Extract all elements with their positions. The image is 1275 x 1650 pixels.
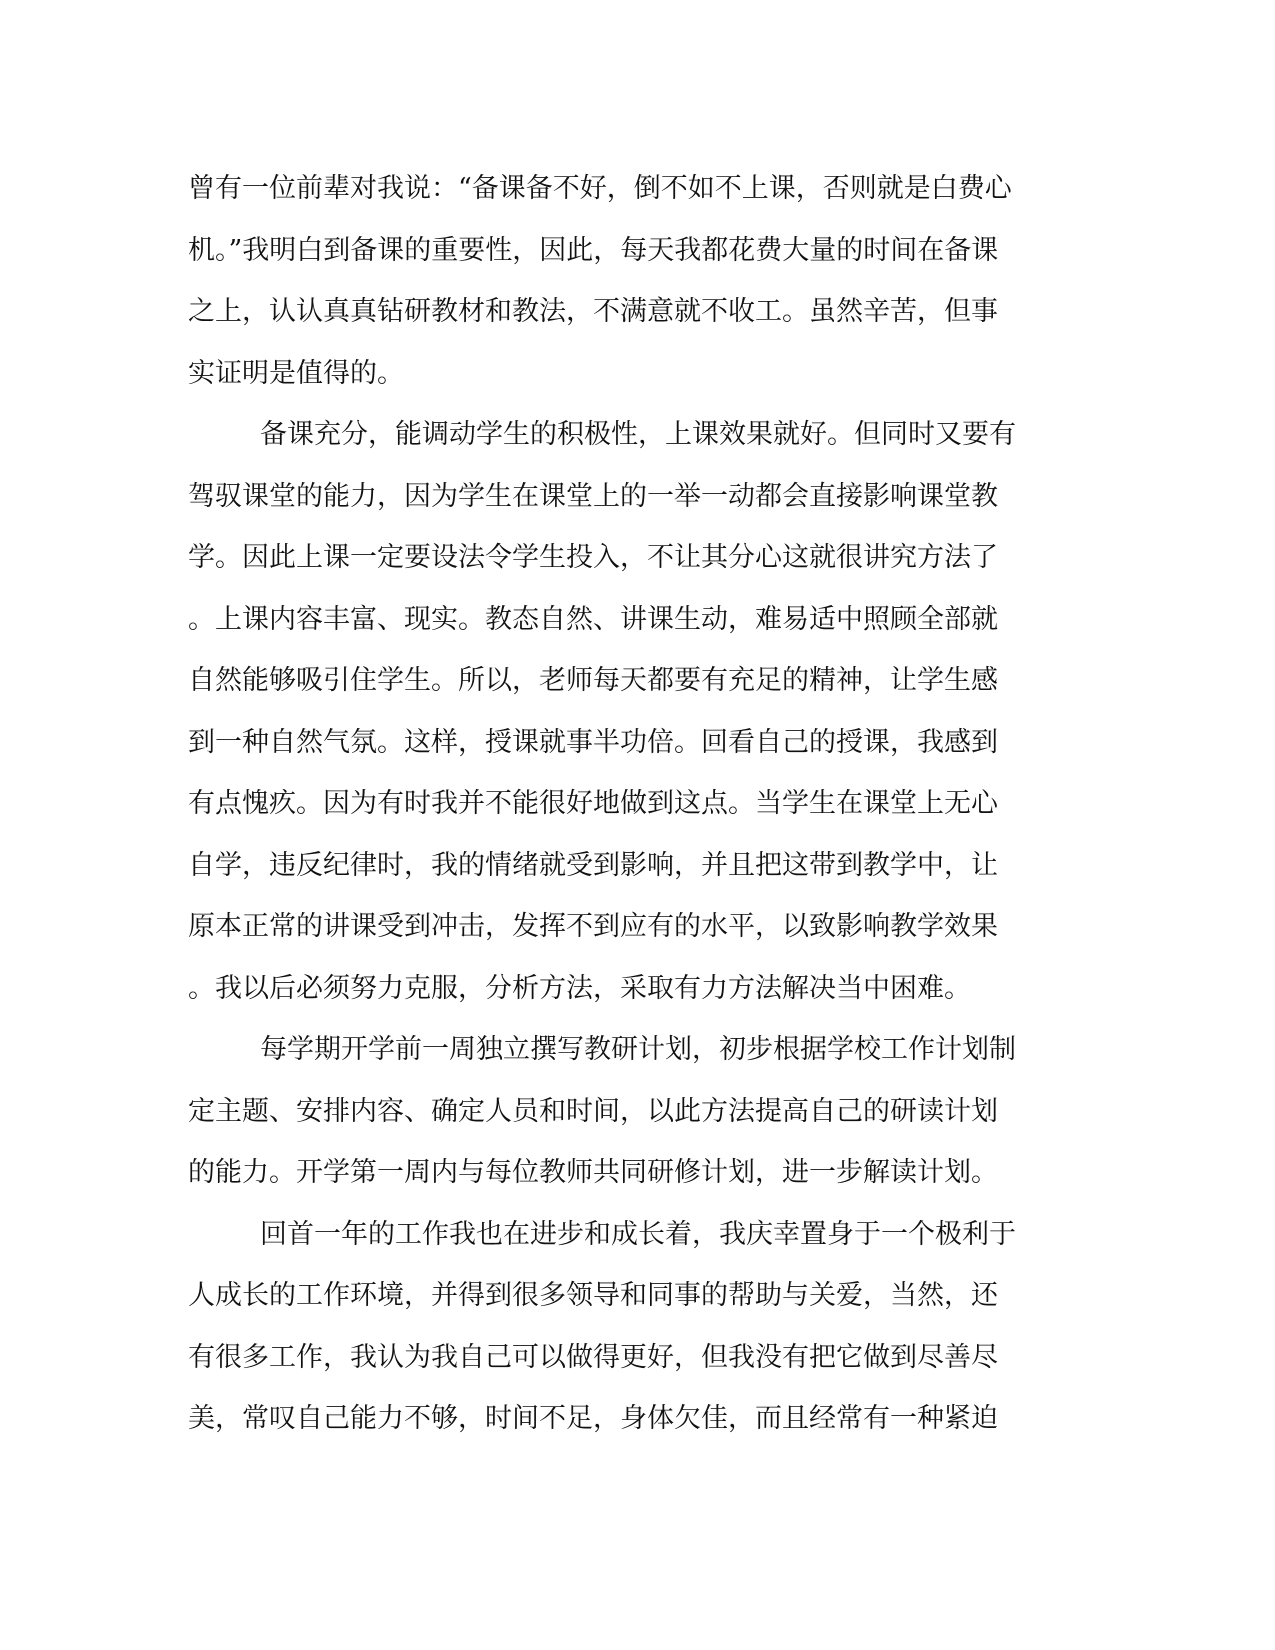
text-line: 。我以后必须努力克服，分析方法，采取有力方法解决当中困难。 <box>188 972 971 1004</box>
text-line: 自学，违反纪律时，我的情绪就受到影响，并且把这带到教学中，让 <box>188 849 998 881</box>
text-line: 学。因此上课一定要设法令学生投入，不让其分心这就很讲究方法了 <box>188 542 998 573</box>
text-line: 自然能够吸引住学生。所以，老师每天都要有充足的精神，让学生感 <box>188 665 998 696</box>
text-line: 。上课内容丰富、现实。教态自然、讲课生动，难易适中照顾全部就 <box>188 603 998 635</box>
text-line: 机。”我明白到备课的重要性，因此，每天我都花费大量的时间在备课 <box>188 234 999 266</box>
text-line: 到一种自然气氛。这样，授课就事半功倍。回看自己的授课，我感到 <box>188 726 998 758</box>
text-line: 曾有一位前辈对我说：“备课备不好，倒不如不上课，否则就是白费心 <box>188 173 1012 204</box>
text-line: 定主题、安排内容、确定人员和时间，以此方法提高自己的研读计划 <box>188 1095 998 1127</box>
text-line: 的能力。开学第一周内与每位教师共同研修计划，进一步解读计划。 <box>188 1157 998 1188</box>
body-text <box>188 158 1068 1450</box>
text-line: 之上，认认真真钻研教材和教法，不满意就不收工。虽然辛苦，但事 <box>188 296 998 327</box>
text-line: 有点愧疚。因为有时我并不能很好地做到这点。当学生在课堂上无心 <box>188 788 998 819</box>
text-line: 人成长的工作环境，并得到很多领导和同事的帮助与关爱，当然，还 <box>188 1280 998 1311</box>
text-line: 原本正常的讲课受到冲击，发挥不到应有的水平，以致影响教学效果 <box>188 911 998 942</box>
text-line: 回首一年的工作我也在进步和成长着，我庆幸置身于一个极利于 <box>260 1218 1016 1250</box>
text-line: 每学期开学前一周独立撰写教研计划，初步根据学校工作计划制 <box>260 1034 1016 1065</box>
text-line: 驾驭课堂的能力，因为学生在课堂上的一举一动都会直接影响课堂教 <box>188 480 998 512</box>
text-line: 美，常叹自己能力不够，时间不足，身体欠佳，而且经常有一种紧迫 <box>188 1403 998 1434</box>
text-line: 有很多工作，我认为我自己可以做得更好，但我没有把它做到尽善尽 <box>188 1341 998 1373</box>
text-line: 备课充分，能调动学生的积极性，上课效果就好。但同时又要有 <box>260 419 1016 450</box>
text-line: 实证明是值得的。 <box>188 357 404 389</box>
